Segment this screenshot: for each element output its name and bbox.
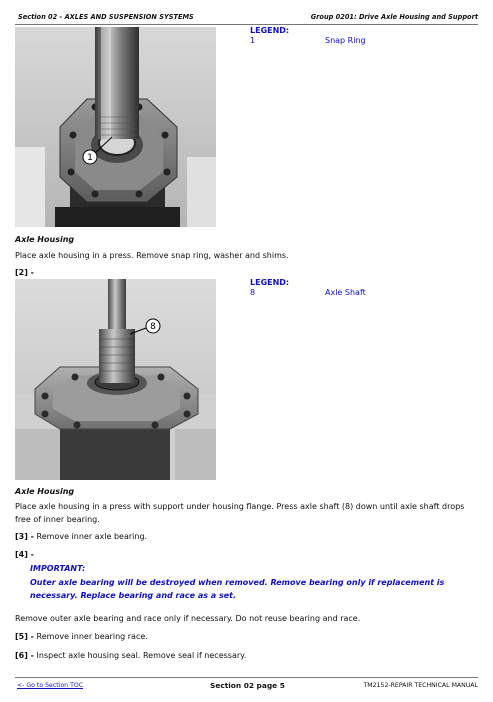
important-body: Outer axle bearing will be destroyed when removed. Remove bearing only if replacement is necessary. Replace bearing and race as a set. (30, 578, 445, 600)
figure1-legend-label: Snap Ring (325, 36, 366, 45)
important-title: IMPORTANT: (30, 564, 86, 573)
step6-label: [6] - (15, 651, 34, 660)
figure1-photo (15, 27, 216, 227)
axle-housing-snap-ring-illustration (15, 27, 216, 227)
page-footer (15, 677, 478, 698)
step3-text: Remove inner axle bearing. (36, 532, 148, 541)
step4-label: [4] - (15, 550, 34, 559)
figure2-legend-label: Axle Shaft (325, 288, 366, 297)
figure1-legend-num: 1 (250, 36, 256, 45)
figure2-caption: Axle Housing (15, 487, 75, 496)
section-title: Section 02 - AXLES AND SUSPENSION SYSTEMS (18, 13, 194, 21)
section-toc-link[interactable]: <- Go to Section TOC (17, 682, 84, 689)
page-number: Section 02 page 5 (210, 681, 285, 690)
axle-shaft-press-illustration (15, 279, 216, 480)
step6-text: Inspect axle housing seal. Remove seal if necessary. (36, 651, 247, 660)
step2-label: [2] - (15, 268, 34, 277)
step3-label: [3] - (15, 532, 34, 541)
step2-text: Place axle housing in a press with support under housing flange. Press axle shaft (8) down until axle shaft drops free of inner bearing. (15, 502, 465, 524)
figure1-caption: Axle Housing (15, 235, 75, 244)
step5 (15, 631, 475, 644)
figure2-photo (15, 279, 216, 480)
page-header (15, 12, 478, 25)
manual-title: TM2152-REPAIR TECHNICAL MANUAL (363, 682, 478, 689)
figure2-legend-num: 8 (250, 288, 256, 297)
step4-text: Remove outer axle bearing and race only if necessary. Do not reuse bearing and race. (15, 614, 361, 623)
step1-text: Place axle housing in a press. Remove snap ring, washer and shims. (15, 251, 289, 260)
step6 (15, 650, 475, 663)
figure2-legend-title: LEGEND: (250, 278, 290, 287)
figure1-legend-title: LEGEND: (250, 26, 290, 35)
group-title: Group 0201: Drive Axle Housing and Support (310, 13, 478, 21)
figure1-callout: 1 (87, 153, 93, 163)
step5-label: [5] - (15, 632, 34, 641)
step3 (15, 531, 475, 544)
step5-text: Remove inner bearing race. (36, 632, 148, 641)
figure2-callout: 8 (150, 322, 156, 332)
